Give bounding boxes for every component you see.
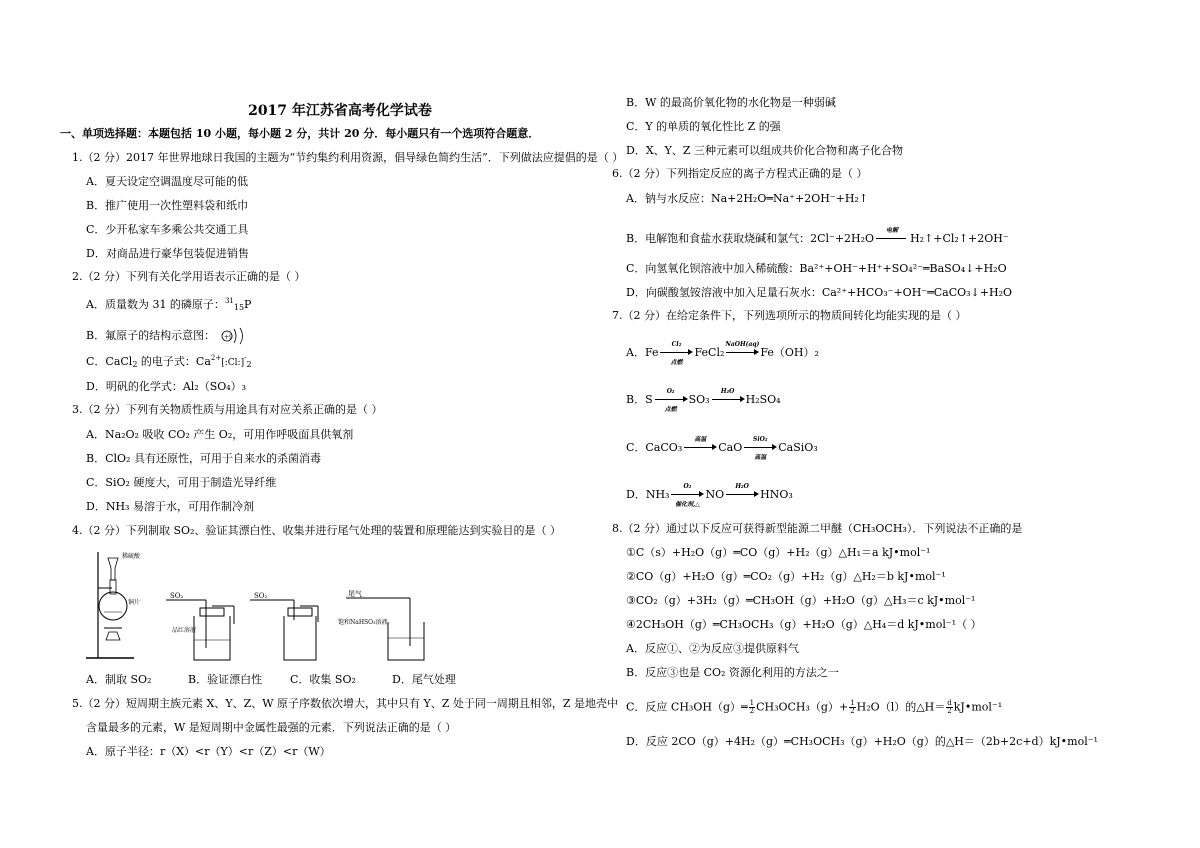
q8-reaction-3: ③CO₂（g）+3H₂（g）═CH₃OH（g）+H₂O（g）△H₃＝c kJ•mol⁻¹ [626, 594, 976, 607]
q6-stem: 6.（2 分）下列指定反应的离子方程式正确的是（ ） [612, 167, 868, 180]
q7-c-arrow2-over: SiO₂ [753, 436, 768, 443]
electron-formula-cl: [:Cl:] [221, 358, 245, 368]
q3-option-d[interactable]: D．NH₃ 易溶于水，可用作制冷剂 [86, 500, 254, 513]
fraction-half-2: $\frac{1}{2}$ [850, 699, 855, 715]
q7-b-mid: SO₃ [688, 393, 710, 406]
electron-formula-cl-sub: 2 [246, 360, 252, 369]
q7-a-arrow2-over: NaOH(aq) [725, 341, 760, 348]
q3-option-a[interactable]: A．Na₂O₂ 吸收 CO₂ 产生 O₂，可用作呼吸面具供氧剂 [86, 428, 354, 441]
q5-option-c[interactable]: C．Y 的单质的氧化性比 Z 的强 [626, 120, 781, 133]
q8-reaction-2: ②CO（g）+H₂O（g）═CO₂（g）+H₂（g）△H₂＝b kJ•mol⁻¹ [626, 570, 946, 583]
q4-option-b[interactable]: B．验证漂白性 [188, 673, 263, 686]
q2-option-b[interactable] [86, 326, 249, 346]
label-acid: 稀硫酸 [122, 553, 141, 560]
q8-c-pre: C．反应 CH₃OH（g）═ [626, 700, 748, 714]
q7-b-arrow1 [653, 388, 689, 413]
q4-option-d[interactable]: D．尾气处理 [392, 673, 456, 686]
q2-option-c[interactable] [86, 351, 252, 372]
q7-d-mid: NO [705, 488, 725, 501]
q8-option-d[interactable]: D．反应 2CO（g）+4H₂（g）═CH₃OCH₃（g）+H₂O（g）的△H＝（2b+2c+d）kJ•mol⁻¹ [626, 735, 1098, 748]
section-heading: 一、单项选择题：本题包括 10 小题，每小题 2 分，共计 20 分．每小题只有一个选项符合题意． [60, 127, 540, 140]
q7-c-arrow1-over: 高温 [694, 436, 707, 443]
q8-c-post: kJ•mol⁻¹ [953, 700, 1003, 714]
q1-stem: 1.（2 分）2017 年世界地球日我国的主题为“节约集约利用资源，倡导绿色简约生活”．下列做法应提倡的是（ ） [72, 151, 624, 164]
label-tail: 尾气 [348, 590, 362, 598]
q8-option-a[interactable]: A．反应①、②为反应③提供原料气 [626, 642, 799, 655]
q8-c-mid2: H₂O（l）的△H＝ [856, 700, 946, 714]
q4-stem: 4.（2 分）下列制取 SO₂、验证其漂白性、收集并进行尾气处理的装置和原理能达到实验目的是（ ） [72, 524, 561, 537]
q6-option-b-pre: B．电解饱和食盐水获取烧碱和氯气：2Cl⁻+2H₂O [626, 232, 875, 245]
q7-a-arrow1 [658, 341, 694, 366]
q2-stem: 2.（2 分）下列有关化学用语表示正确的是（ ） [72, 270, 306, 283]
q5-option-a[interactable]: A．原子半径：r（X）<r（Y）<r（Z）<r（W） [86, 745, 331, 758]
q7-d-arrow2-over: H₂O [735, 483, 749, 490]
q7-a-arrow1-over: Cl₂ [671, 341, 682, 348]
q8-c-mid: CH₃OCH₃（g）+ [756, 700, 849, 714]
label-so2-c: SO₂ [254, 592, 268, 600]
q7-b-arrow2 [710, 388, 746, 407]
q8-reaction-4: ④2CH₃OH（g）═CH₃OCH₃（g）+H₂O（g）△H₄＝d kJ•mol⁻¹（ ） [626, 618, 982, 631]
q7-a-post: Fe（OH）₂ [760, 346, 819, 359]
q1-option-d[interactable]: D．对商品进行豪华包装促进销售 [86, 247, 249, 260]
q6-option-b[interactable] [626, 227, 1009, 246]
q7-c-arrow2 [742, 436, 778, 461]
q7-b-arrow1-under: 点燃 [664, 406, 677, 413]
q2-option-c-sub: 2 [132, 360, 138, 369]
q2-option-c-rest: 的电子式： [137, 355, 196, 368]
element-symbol: P [244, 298, 252, 311]
q7-c-arrow1 [682, 436, 718, 455]
q2-option-d[interactable]: D．明矾的化学式：Al₂（SO₄）₃ [86, 380, 247, 393]
q5-option-d[interactable]: D．X、Y、Z 三种元素可以组成共价化合物和离子化合物 [626, 144, 904, 157]
fraction-half-1: $\frac{1}{2}$ [749, 699, 755, 715]
q3-option-c[interactable]: C．SiO₂ 硬度大，可用于制造光导纤维 [86, 476, 277, 489]
q6-option-c[interactable]: C．向氢氧化钡溶液中加入稀硫酸：Ba²⁺+OH⁻+H⁺+SO₄²⁻═BaSO₄↓+H₂O [626, 262, 1007, 275]
q8-reaction-1: ①C（s）+H₂O（g）═CO（g）+H₂（g）△H₁＝a kJ•mol⁻¹ [626, 546, 931, 559]
mass-number: 31 [224, 297, 234, 305]
q7-c-pre: C．CaCO₃ [626, 441, 683, 454]
electrolysis-arrow [874, 227, 910, 246]
q8-stem: 8.（2 分）通过以下反应可获得新型能源二甲醚（CH₃OCH₃）．下列说法不正确的是 [612, 522, 1023, 535]
q7-d-pre: D．NH₃ [626, 488, 670, 501]
q8-option-b[interactable]: B．反应③也是 CO₂ 资源化利用的方法之一 [626, 666, 839, 679]
atomic-number: 15 [233, 303, 245, 312]
label-so2-b: SO₂ [170, 592, 184, 600]
q7-d-post: HNO₃ [760, 488, 793, 501]
apparatus-d [338, 589, 424, 660]
q7-d-arrow1 [669, 483, 705, 508]
q2-option-a[interactable] [86, 294, 251, 315]
apparatus-a [86, 552, 141, 658]
q5-stem-line2: 含量最多的元素，W 是短周期中金属性最强的元素．下列说法正确的是（ ） [86, 721, 457, 734]
q7-stem: 7.（2 分）在给定条件下，下列选项所示的物质间转化均能实现的是（ ） [612, 309, 967, 322]
q7-d-arrow2 [724, 483, 760, 502]
q1-option-b[interactable]: B．推广使用一次性塑料袋和纸巾 [86, 199, 249, 212]
q7-d-arrow1-under: 催化剂,△ [675, 501, 700, 508]
q7-c-arrow2-under: 高温 [754, 454, 767, 461]
q1-option-a[interactable]: A．夏天设定空调温度尽可能的低 [86, 175, 248, 188]
q7-option-a[interactable] [626, 341, 819, 366]
q2-option-b-text: B．氟原子的结构示意图： [86, 329, 216, 342]
q1-option-c[interactable]: C．少开私家车多乘公共交通工具 [86, 223, 249, 236]
q5-stem-line1: 5.（2 分）短周期主族元素 X、Y、Z、W 原子序数依次增大，其中只有 Y、Z 处于同一周期且相邻，Z 是地壳中 [72, 697, 619, 710]
q7-d-arrow1-over: O₂ [683, 483, 692, 490]
q7-b-arrow1-over: O₂ [666, 388, 675, 395]
q7-b-post: H₂SO₄ [745, 393, 781, 406]
q7-option-b[interactable] [626, 388, 781, 413]
q6-option-b-post: H₂↑+Cl₂↑+2OH⁻ [910, 232, 1009, 245]
q7-a-mid: FeCl₂ [694, 346, 725, 359]
electron-formula-cl-charge: - [244, 354, 247, 362]
svg-text:+9: +9 [223, 334, 233, 341]
q4-option-a[interactable]: A．制取 SO₂ [86, 673, 152, 686]
electron-formula-charge: 2+ [210, 354, 222, 362]
electrolysis-label: 电解 [886, 227, 899, 234]
q7-a-arrow2 [724, 341, 760, 360]
q2-option-c-text: C．CaCl [86, 355, 133, 368]
q7-b-arrow2-over: H₂O [720, 388, 735, 395]
q8-option-c[interactable] [626, 700, 1002, 715]
apparatus-c [250, 592, 318, 660]
q4-apparatus-figure [84, 548, 544, 664]
q3-option-b[interactable]: B．ClO₂ 具有还原性，可用于自来水的杀菌消毒 [86, 452, 321, 465]
q4-option-c[interactable]: C．收集 SO₂ [290, 673, 356, 686]
label-cu: 铜片 [128, 599, 141, 606]
fraction-d-half: $\frac{d}{2}$ [947, 699, 952, 715]
label-pinhong: 品红溶液 [172, 627, 197, 634]
q7-option-c[interactable] [626, 436, 818, 461]
apparatus-b [166, 592, 234, 660]
q7-option-d[interactable] [626, 483, 793, 508]
q7-c-mid: CaO [718, 441, 743, 454]
q7-c-post: CaSiO₃ [778, 441, 818, 454]
atom-structure-diagram [219, 326, 249, 346]
label-nahso3: 饱和NaHSO₃溶液 [338, 619, 388, 626]
electron-formula-ca: Ca [195, 355, 211, 368]
q3-stem: 3.（2 分）下列有关物质性质与用途具有对应关系正确的是（ ） [72, 403, 383, 416]
q7-a-arrow1-under: 点燃 [670, 359, 683, 366]
q6-option-d[interactable]: D．向碳酸氢铵溶液中加入足量石灰水：Ca²⁺+HCO₃⁻+OH⁻═CaCO₃↓+H₂O [626, 286, 1012, 299]
q7-b-pre: B．S [626, 393, 653, 406]
q7-a-pre: A．Fe [626, 346, 659, 359]
q2-option-a-text: A．质量数为 31 的磷原子： [86, 298, 225, 311]
q5-option-b[interactable]: B．W 的最高价氧化物的水化物是一种弱碱 [626, 96, 836, 109]
q6-option-a[interactable]: A．钠与水反应：Na+2H₂O═Na⁺+2OH⁻+H₂↑ [626, 192, 869, 205]
page-title: 2017 年江苏省高考化学试卷 [248, 103, 432, 119]
